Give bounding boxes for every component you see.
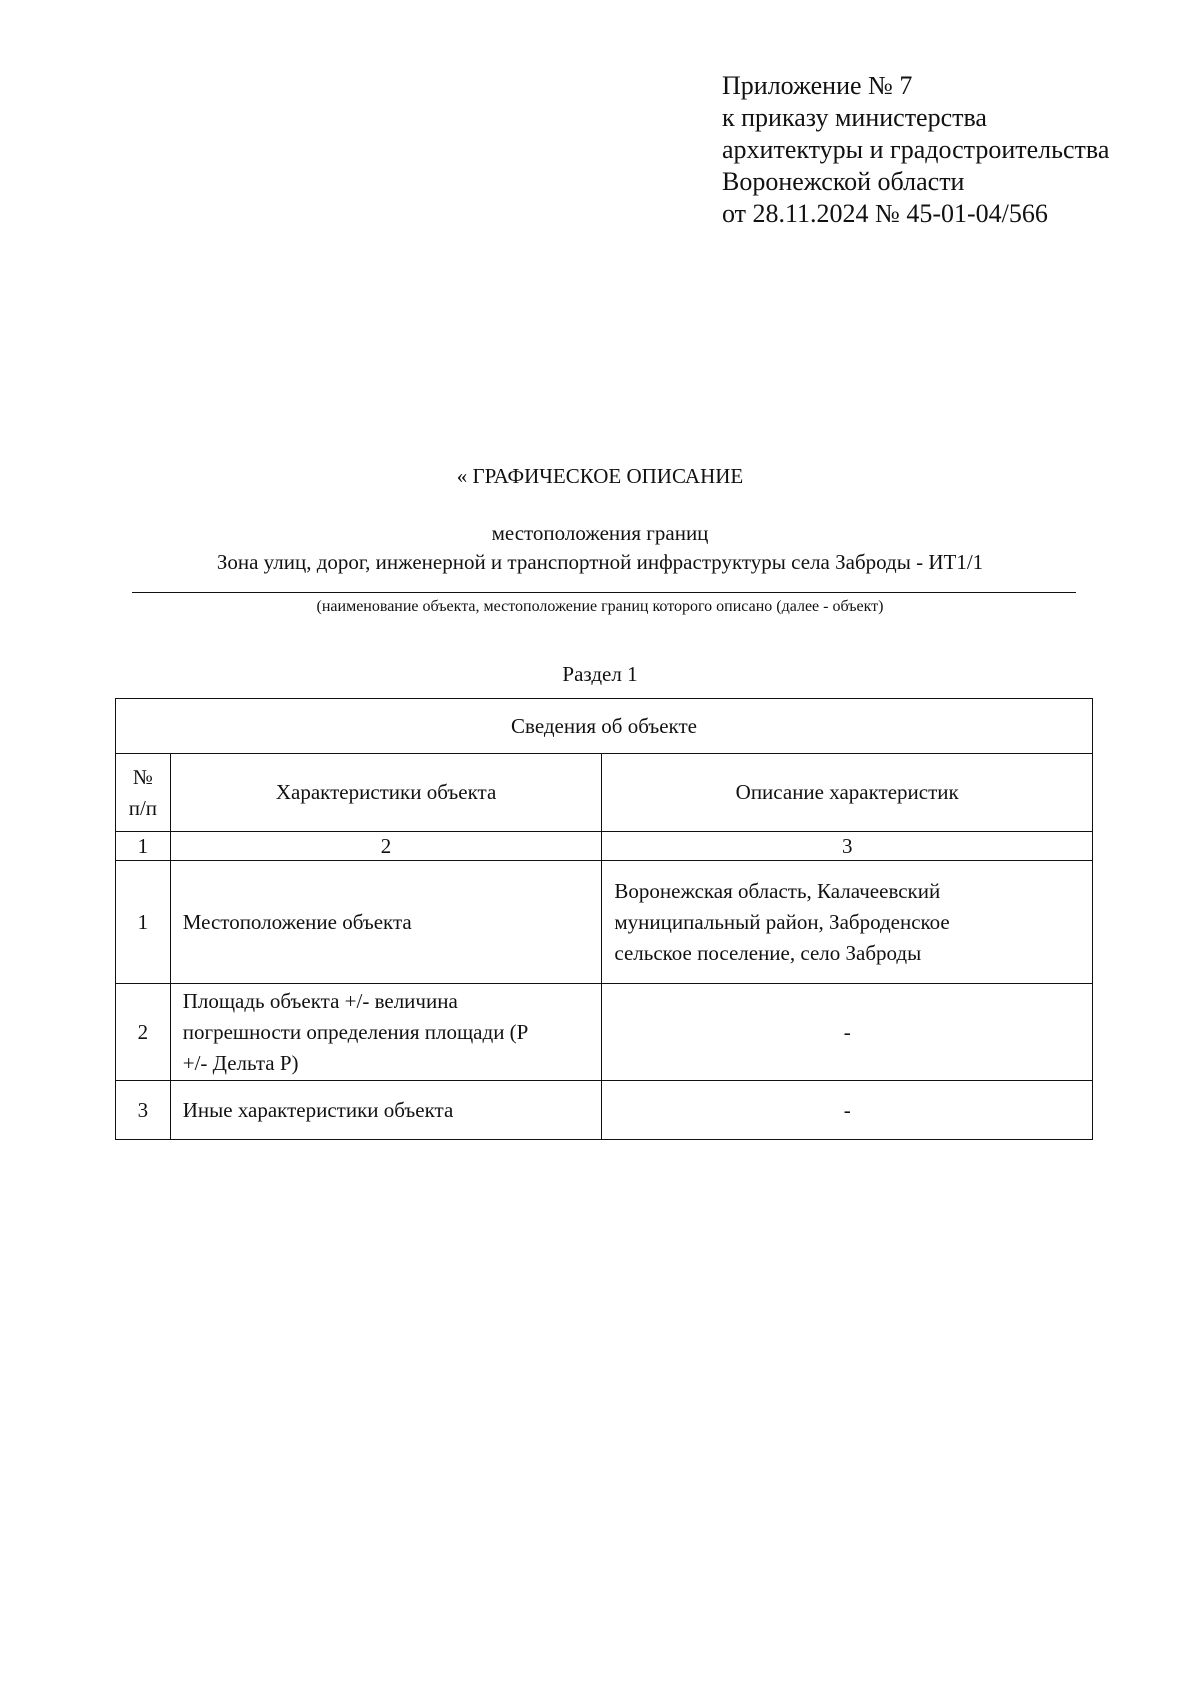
row-description: - [602,984,1093,1081]
characteristic-line: погрешности определения площади (Р [182,1019,529,1044]
table-row [116,984,1093,1081]
document-subtitle: местоположения границ [491,521,709,545]
table-header-row [116,754,1093,832]
appendix-line: архитектуры и градостроительства [722,135,1110,164]
appendix-block [722,70,1109,230]
row-number: 2 [116,984,171,1081]
description-line: муниципальный район, Заброденское [614,909,950,934]
description-line: сельское поселение, село Заброды [614,940,922,965]
appendix-line: от 28.11.2024 № 45-01-04/566 [722,199,1048,228]
document-title: « ГРАФИЧЕСКОЕ ОПИСАНИЕ [456,464,744,488]
appendix-line: к приказу министерства [722,103,987,132]
header-characteristic: Характеристики объекта [170,754,602,832]
object-info-table [115,698,1093,1140]
row-characteristic: Местоположение объекта [170,861,602,984]
row-number: 3 [116,1081,171,1140]
column-number: 2 [170,832,602,861]
header-number-line: п/п [128,795,158,820]
object-name-caption: (наименование объекта, местоположение границ которого описано (далее - объект) [316,598,884,615]
object-name-underline [132,592,1076,593]
column-number: 3 [602,832,1093,861]
characteristic-line: Площадь объекта +/- величина [182,988,458,1013]
row-description: - [602,1081,1093,1140]
appendix-line: Воронежской области [722,167,965,196]
column-number-row [116,832,1093,861]
header-number-cell [116,754,171,832]
row-characteristic [170,984,602,1081]
object-name: Зона улиц, дорог, инженерной и транспортной инфраструктуры села Заброды - ИТ1/1 [216,550,984,574]
header-number-line: № [132,764,153,789]
table-row [116,861,1093,984]
table-caption-row [116,699,1093,754]
header-description: Описание характеристик [602,754,1093,832]
row-number: 1 [116,861,171,984]
description-line: Воронежская область, Калачеевский [614,878,941,903]
table-caption: Сведения об объекте [116,699,1093,754]
table-row [116,1081,1093,1140]
appendix-line: Приложение № 7 [722,71,913,100]
column-number: 1 [116,832,171,861]
row-description [602,861,1093,984]
section-title: Раздел 1 [562,662,638,686]
characteristic-line: +/- Дельта Р) [182,1050,299,1075]
row-characteristic: Иные характеристики объекта [170,1081,602,1140]
